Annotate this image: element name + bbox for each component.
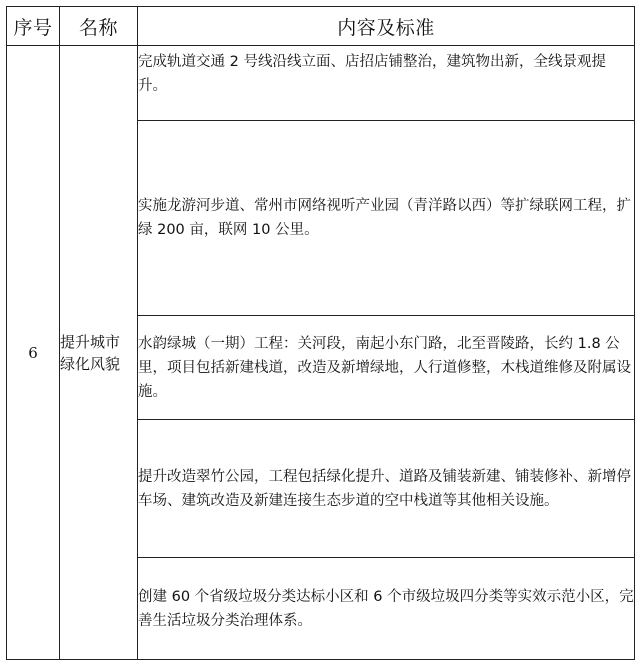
table-row bbox=[7, 46, 635, 121]
row-name-line: 提升城市 bbox=[60, 332, 121, 351]
content-item: 提升改造翠竹公园，工程包括绿化提升、道路及铺装新建、铺装修补、新增停车场、建筑改造及新建连接生态步道的空中栈道等其他相关设施。 bbox=[138, 420, 635, 558]
header-content: 内容及标准 bbox=[138, 7, 635, 46]
header-name: 名称 bbox=[60, 7, 138, 46]
content-item: 完成轨道交通 2 号线沿线立面、店招店铺整治，建筑物出新，全线景观提升。 bbox=[138, 46, 635, 121]
row-index: 6 bbox=[7, 46, 60, 660]
header-index: 序号 bbox=[7, 7, 60, 46]
content-item: 水韵绿城（一期）工程：关河段，南起小东门路，北至晋陵路，长约 1.8 公里，项目包括新建栈道，改造及新增绿地，人行道修整，木栈道维修及附属设施。 bbox=[138, 316, 635, 420]
content-item: 实施龙游河步道、常州市网络视听产业园（青洋路以西）等扩绿联网工程，扩绿 200 亩，联网 10 公里。 bbox=[138, 121, 635, 316]
row-name bbox=[60, 46, 138, 660]
header-row bbox=[7, 7, 635, 46]
content-item: 创建 60 个省级垃圾分类达标小区和 6 个市级垃圾四分类等实效示范小区，完善生活垃圾分类治理体系。 bbox=[138, 558, 635, 660]
row-name-line: 绿化风貌 bbox=[60, 354, 121, 373]
standards-table bbox=[6, 6, 635, 660]
